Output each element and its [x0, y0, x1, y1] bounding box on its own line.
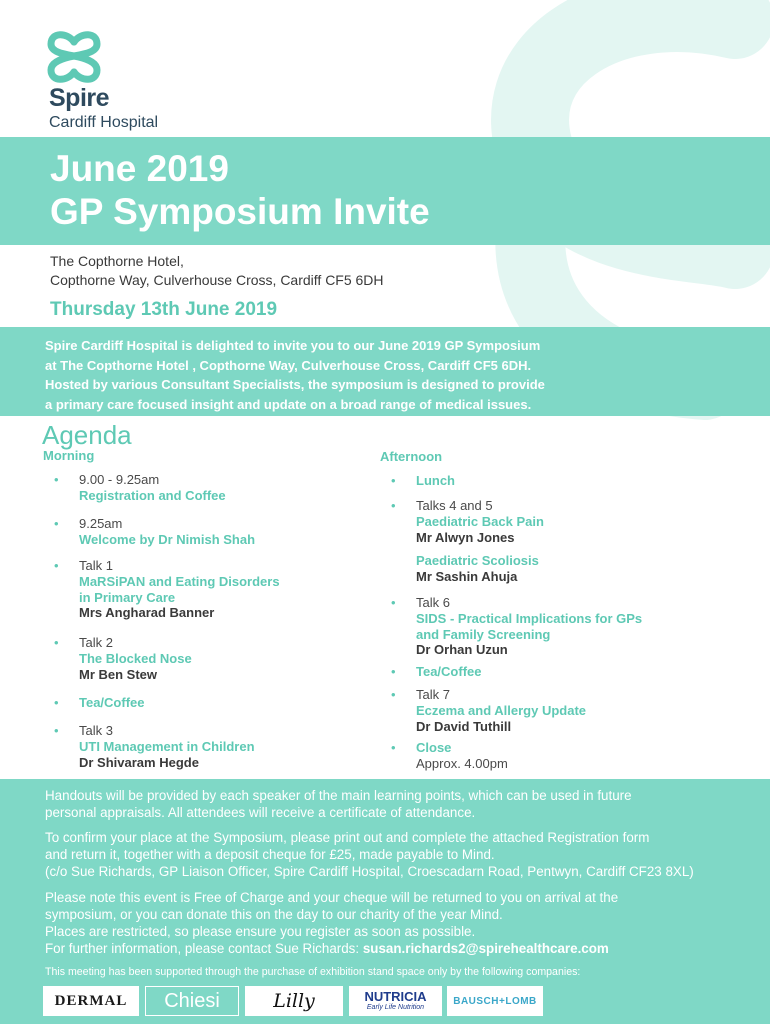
agenda-title: Close [416, 740, 452, 755]
spire-logo [45, 28, 185, 138]
chiesi-logo [145, 986, 239, 1016]
bullet-icon: • [391, 595, 396, 610]
footer-line: and return it, together with a deposit cheque for £25, made payable to Mind. [45, 847, 495, 862]
footer-line: (c/o Sue Richards, GP Liaison Officer, Spire Cardiff Hospital, Croescadarn Road, Pentwyn, Cardiff CF23 8XL) [45, 864, 694, 879]
agenda-item-close [391, 740, 508, 772]
bullet-icon: • [54, 516, 59, 531]
bullet-icon: • [54, 723, 59, 738]
spire-heart-icon [45, 28, 103, 84]
agenda-heading: Agenda [42, 420, 132, 450]
agenda-title: Tea/Coffee [416, 664, 482, 679]
agenda-item-talks-4-5 [391, 498, 544, 585]
agenda-title: Lunch [416, 473, 455, 488]
agenda-speaker: Mr Ben Stew [79, 666, 158, 682]
bullet-icon: • [391, 664, 396, 679]
agenda-time: 9.25am [79, 516, 123, 531]
agenda-speaker: Mrs Angharad Banner [79, 605, 215, 621]
agenda-title: Registration and Coffee [79, 487, 226, 503]
agenda-item-talk-7 [391, 687, 587, 734]
event-date: Thursday 13th June 2019 [50, 299, 278, 320]
agenda-title: in Primary Care [79, 589, 176, 605]
bullet-icon: • [54, 558, 59, 573]
brand-name: Spire [49, 84, 110, 112]
footer-line: symposium, or you can donate this on the day to our charity of the year Mind. [45, 907, 503, 922]
intro-line: Hosted by various Consultant Specialists, the symposium is designed to provide [45, 377, 545, 393]
nutricia-logo-subtext: Early Life Nutrition [366, 1004, 425, 1011]
bullet-icon: • [391, 687, 396, 702]
registration-paragraph [45, 829, 745, 880]
lilly-logo-text: Lilly [273, 990, 315, 1012]
bullet-icon: • [391, 498, 396, 513]
bullet-icon: • [391, 473, 396, 488]
afternoon-heading: Afternoon [380, 449, 443, 464]
agenda-title: Eczema and Allergy Update [416, 702, 587, 718]
footer-line: Please note this event is Free of Charge and your cheque will be returned to you on arrival at the [45, 890, 619, 905]
footer-line: Places are restricted, so please ensure you register as soon as possible. [45, 924, 476, 939]
agenda-item-registration [54, 472, 226, 504]
agenda-item-tea-coffee-pm [391, 664, 482, 680]
page-title-line2: GP Symposium Invite [50, 191, 430, 232]
agenda-time: Talk 3 [79, 723, 113, 738]
support-note: This meeting has been supported through the purchase of exhibition stand space only by the following companies: [45, 966, 581, 978]
agenda-time: Talk 7 [416, 687, 450, 702]
agenda-item-talk-3 [54, 723, 255, 770]
agenda-title: Tea/Coffee [79, 695, 145, 710]
venue-address: Copthorne Way, Culverhouse Cross, Cardiff CF5 6DH [50, 272, 384, 288]
agenda-title: Paediatric Scoliosis [416, 553, 539, 569]
lilly-logo [245, 986, 343, 1016]
footer-line: Handouts will be provided by each speaker of the main learning points, which can be used in future [45, 788, 632, 803]
agenda-title: The Blocked Nose [79, 650, 192, 666]
intro-line: at The Copthorne Hotel , Copthorne Way, Culverhouse Cross, Cardiff CF5 6DH. [45, 357, 532, 373]
agenda-title: Paediatric Back Pain [416, 513, 544, 529]
contact-line [45, 940, 745, 957]
agenda-speaker: Mr Alwyn Jones [416, 529, 515, 545]
brand-subtitle: Cardiff Hospital [49, 114, 159, 131]
agenda-title: and Family Screening [416, 626, 551, 642]
nutricia-logo [349, 986, 442, 1016]
agenda-time: Talks 4 and 5 [416, 498, 493, 513]
intro-line: a primary care focused insight and update on a broad range of medical issues. [45, 396, 532, 412]
chiesi-logo-text: Chiesi [164, 989, 220, 1012]
contact-prefix: For further information, please contact Sue Richards: [45, 941, 363, 956]
contact-email-link[interactable]: susan.richards2@spirehealthcare.com [362, 941, 609, 956]
footer-line: personal appraisals. All attendees will receive a certificate of attendance. [45, 805, 476, 820]
agenda-item-tea-coffee [54, 695, 145, 711]
agenda-speaker: Dr Shivaram Hegde [79, 754, 199, 770]
agenda-item-lunch [391, 473, 455, 489]
intro-paragraph [45, 336, 605, 414]
page-title-line1: June 2019 [50, 148, 229, 189]
dermal-logo-text: DERMAL [54, 992, 128, 1009]
handouts-paragraph [45, 787, 745, 821]
bausch-lomb-logo [447, 986, 543, 1016]
venue-name: The Copthorne Hotel, [50, 253, 184, 269]
agenda-time: Approx. 4.00pm [416, 755, 508, 771]
agenda-speaker: Dr David Tuthill [416, 718, 512, 734]
agenda-title: UTI Management in Children [79, 738, 255, 754]
agenda-time: 9.00 - 9.25am [79, 472, 160, 487]
intro-line: Spire Cardiff Hospital is delighted to invite you to our June 2019 GP Symposium [45, 338, 541, 353]
agenda-time: Talk 6 [416, 595, 450, 610]
bullet-icon: • [54, 635, 59, 650]
free-of-charge-paragraph [45, 889, 745, 957]
agenda-time: Talk 2 [79, 635, 113, 650]
agenda-title: SIDS - Practical Implications for GPs [416, 610, 643, 626]
agenda-time: Talk 1 [79, 558, 113, 573]
agenda-item-talk-1 [54, 558, 280, 621]
bullet-icon: • [391, 740, 396, 755]
bullet-icon: • [54, 472, 59, 487]
agenda-speaker: Mr Sashin Ahuja [416, 569, 518, 585]
dermal-logo [43, 986, 139, 1016]
morning-heading: Morning [43, 448, 95, 463]
agenda-item-talk-6 [391, 595, 643, 658]
bullet-icon: • [54, 695, 59, 710]
bausch-lomb-logo-text: BAUSCH+LOMB [453, 995, 537, 1007]
footer-line: To confirm your place at the Symposium, please print out and complete the attached Registration form [45, 830, 650, 845]
agenda-title: MaRSiPAN and Eating Disorders [79, 573, 280, 589]
agenda-title: Welcome by Dr Nimish Shah [79, 531, 256, 547]
agenda-item-talk-2 [54, 635, 192, 682]
nutricia-logo-text: NUTRICIA [364, 989, 427, 1004]
agenda-speaker: Dr Orhan Uzun [416, 642, 508, 658]
agenda-item-welcome [54, 516, 256, 548]
